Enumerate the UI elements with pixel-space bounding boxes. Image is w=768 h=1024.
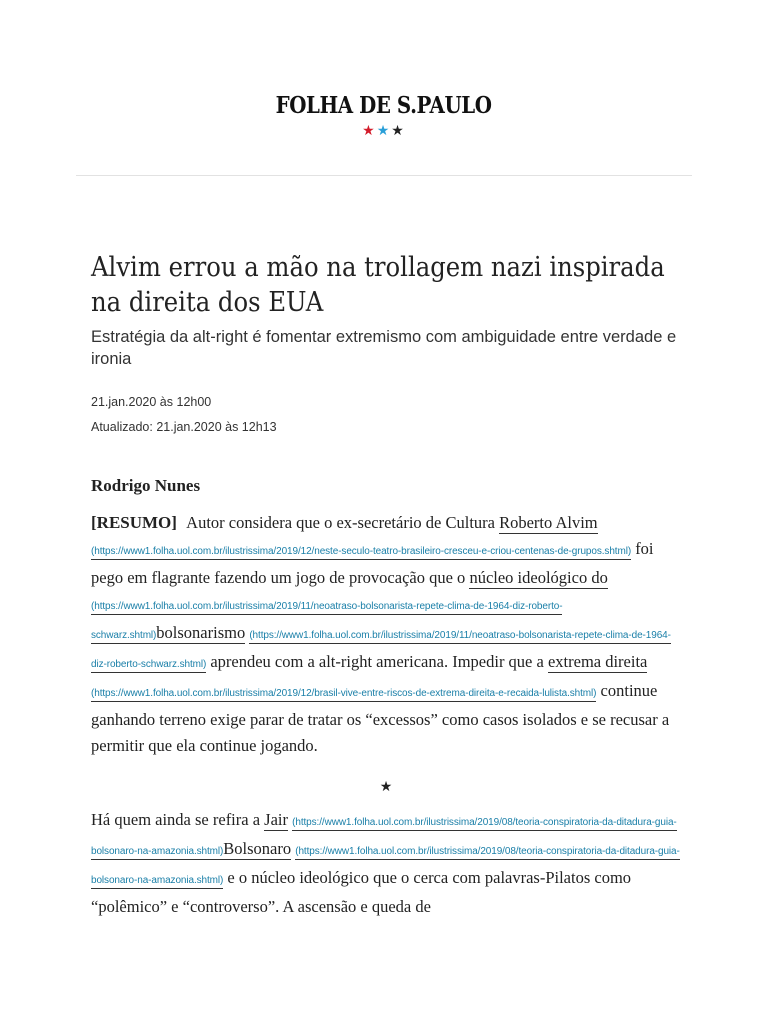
published-date: 21.jan.2020 às 12h00 <box>91 395 212 409</box>
link-roberto-alvim[interactable]: Roberto Alvim <box>499 513 598 532</box>
url-jair[interactable]: (https://www1.folha.uol.com.br/ilustrissima/2019/08/teoria-conspiratoria-da-ditadura-guia-bolsonaro-na-amazonia.shtml) <box>91 817 677 860</box>
link-extrema-direita[interactable]: extrema direita <box>547 652 648 671</box>
blue-star-icon: ★ <box>376 123 392 139</box>
text: Há quem ainda se refira a <box>91 810 265 829</box>
text: aprendeu com a alt-right americana. Impedir que a <box>206 652 548 671</box>
section-divider-star-icon: ★ <box>379 779 393 795</box>
link-jair[interactable]: Jair <box>264 810 288 829</box>
folha-logo[interactable]: FOLHA DE S.PAULO <box>276 92 492 119</box>
link-nucleo-ideologico[interactable]: núcleo ideológico do <box>469 568 608 587</box>
url-bolsonaro[interactable]: (https://www1.folha.uol.com.br/ilustrissima/2019/08/teoria-conspiratoria-da-ditadura-guia-bolsonaro-na-amazonia.shtml) <box>91 846 680 889</box>
black-star-icon: ★ <box>391 123 406 139</box>
paragraph-2 <box>91 807 681 920</box>
url-nucleo-ideologico[interactable]: (https://www1.folha.uol.com.br/ilustrissima/2019/11/neoatraso-bolsonarista-repete-clima-de-1964-diz-roberto-schwarz.shtml) <box>91 601 562 644</box>
url-extrema-direita[interactable]: (https://www1.folha.uol.com.br/ilustrissima/2019/12/brasil-vive-entre-riscos-de-extrema-direita-e-recaida-lulista.shtml) <box>91 688 596 702</box>
url-bolsonarismo[interactable]: (https://www1.folha.uol.com.br/ilustrissima/2019/11/neoatraso-bolsonarista-repete-clima-de-1964-diz-roberto-schwarz.shtml) <box>91 630 671 673</box>
red-star-icon: ★ <box>362 123 377 139</box>
text: continue ganhando terreno exige parar de tratar os “excessos” como casos isolados e se recusar a permitir que ela continue jogando. <box>91 681 670 755</box>
author-name: Rodrigo Nunes <box>91 476 201 495</box>
dateline <box>91 390 681 440</box>
updated-date: Atualizado: 21.jan.2020 às 12h13 <box>91 420 277 434</box>
text: foi pego em flagrante fazendo um jogo de provocação que o <box>91 539 654 587</box>
paragraph-resumo <box>91 510 681 759</box>
text: e o núcleo ideológico que o cerca com palavras-Pilatos como “polêmico” e “controverso”. A ascensão e queda de <box>91 868 632 916</box>
masthead <box>0 92 768 139</box>
headline: Alvim errou a mão na trollagem nazi inspirada na direita dos EUA <box>91 252 665 318</box>
url-roberto-alvim[interactable]: (https://www1.folha.uol.com.br/ilustrissima/2019/12/neste-seculo-teatro-brasileiro-cresceu-e-criou-centenas-de-grupos.shtml) <box>91 546 631 560</box>
link-bolsonarismo[interactable]: bolsonarismo <box>156 623 246 642</box>
subheadline: Estratégia da alt-right é fomentar extremismo com ambiguidade entre verdade e ironia <box>91 328 677 368</box>
text: Autor considera que o ex-secretário de Cultura <box>186 513 500 532</box>
logo-stars <box>0 123 768 139</box>
header-divider <box>76 175 692 176</box>
link-bolsonaro[interactable]: Bolsonaro <box>223 839 292 858</box>
article <box>91 250 681 920</box>
resumo-tag: [RESUMO] <box>91 513 177 532</box>
